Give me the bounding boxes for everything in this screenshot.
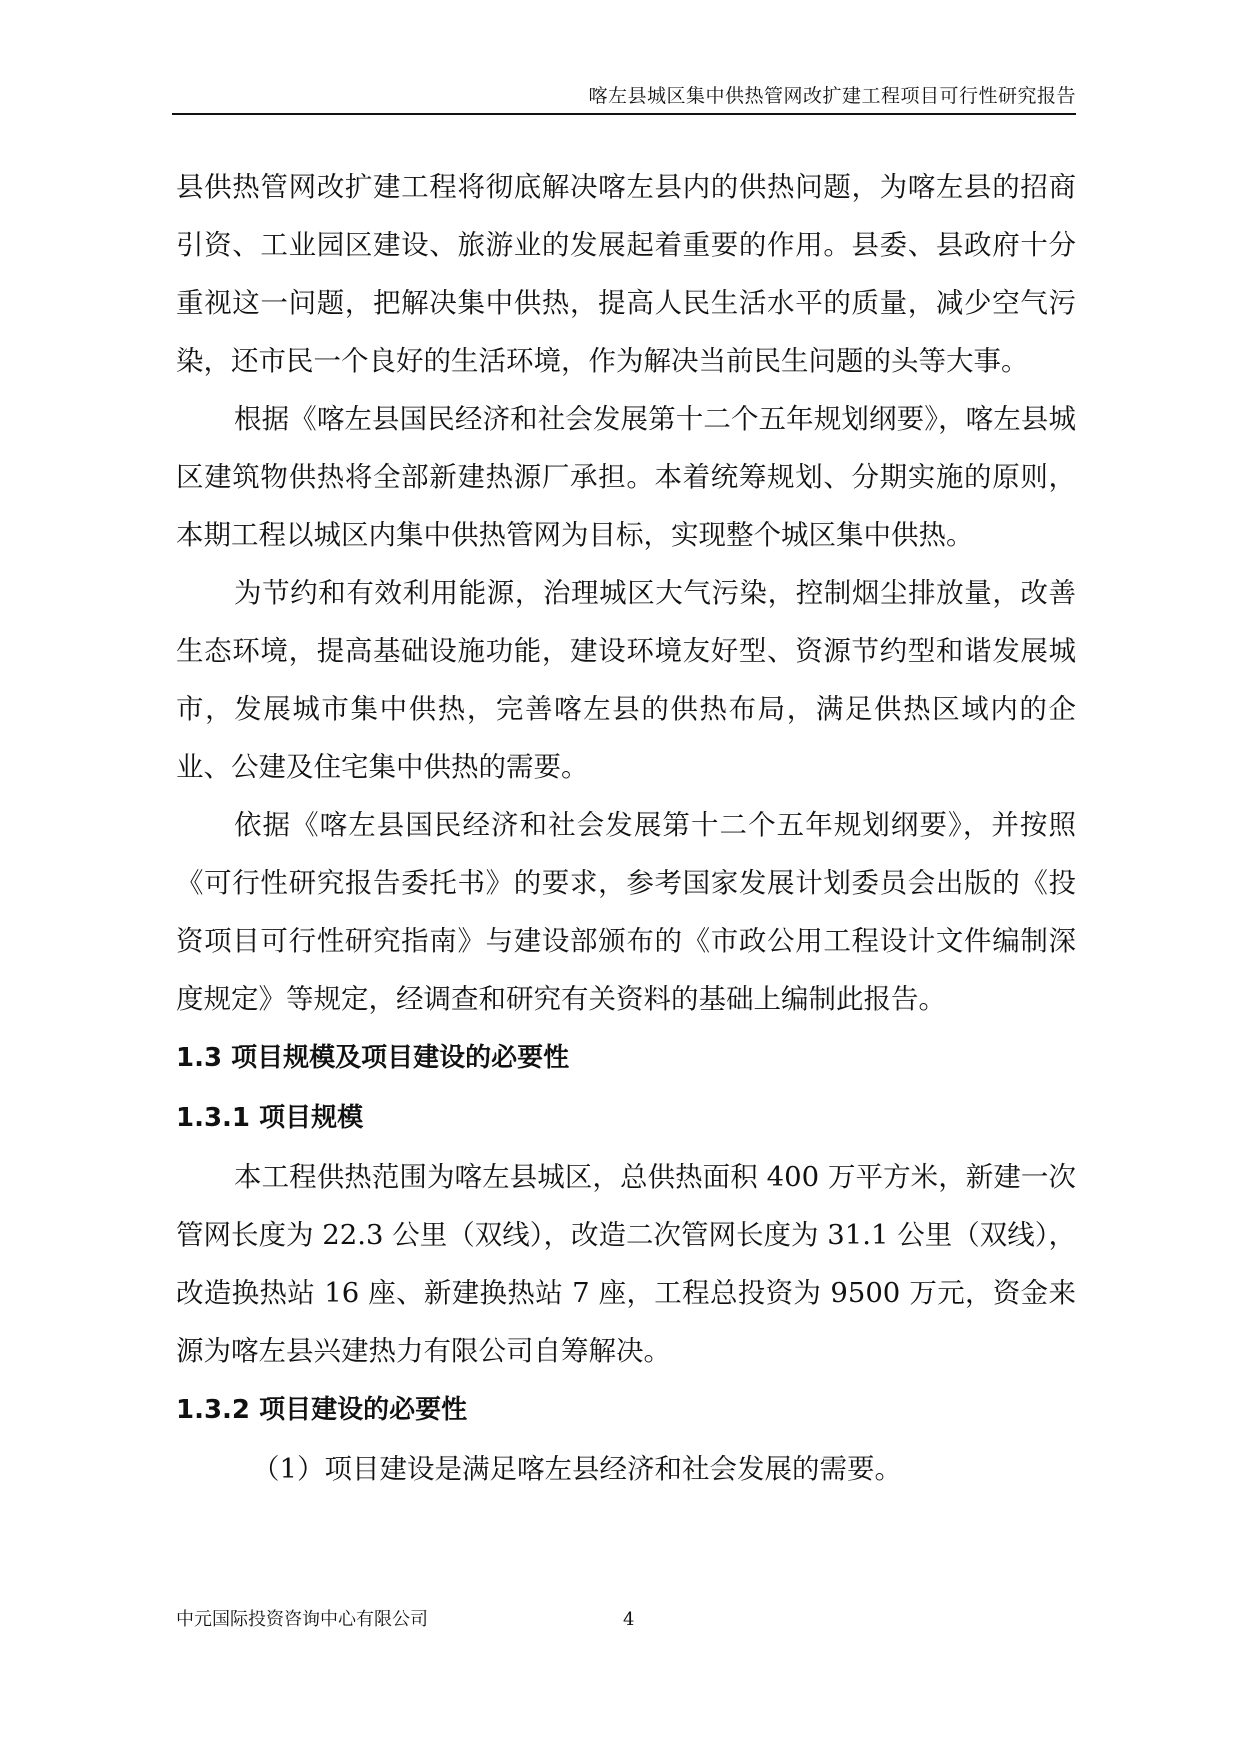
header-rule [172, 113, 1076, 115]
body-paragraph: 本工程供热范围为喀左县城区，总供热面积 400 万平方米，新建一次管网长度为 22.3 公里（双线），改造二次管网长度为 31.1 公里（双线），改造换热站 16 座、新建换热站 7 座，工程总投资为 9500 万元，资金来源为喀左县兴建热力有限公司自筹解决。 [176, 1161, 1076, 1367]
body-paragraph: 为节约和有效利用能源，治理城区大气污染，控制烟尘排放量，改善生态环境，提高基础设施功能，建设环境友好型、资源节约型和谐发展城市，发展城市集中供热，完善喀左县的供热布局，满足供热区域内的企业、公建及住宅集中供热的需要。 [176, 577, 1076, 783]
subsection-heading: 1.3.2 项目建设的必要性 [176, 1395, 468, 1425]
body-paragraph: 依据《喀左县国民经济和社会发展第十二个五年规划纲要》，并按照《可行性研究报告委托书》的要求，参考国家发展计划委员会出版的《投资项目可行性研究指南》与建设部颁布的《市政公用工程设计文件编制深度规定》等规定，经调查和研究有关资料的基础上编制此报告。 [176, 809, 1076, 1015]
list-item: （1）项目建设是满足喀左县经济和社会发展的需要。 [252, 1453, 902, 1485]
body-paragraph: 县供热管网改扩建工程将彻底解决喀左县内的供热问题，为喀左县的招商引资、工业园区建设、旅游业的发展起着重要的作用。县委、县政府十分重视这一问题，把解决集中供热，提高人民生活水平的质量，减少空气污染，还市民一个良好的生活环境，作为解决当前民生问题的头等大事。 [176, 171, 1076, 377]
body-paragraph: 根据《喀左县国民经济和社会发展第十二个五年规划纲要》，喀左县城区建筑物供热将全部新建热源厂承担。本着统筹规划、分期实施的原则，本期工程以城区内集中供热管网为目标，实现整个城区集中供热。 [176, 403, 1076, 551]
section-heading: 1.3 项目规模及项目建设的必要性 [176, 1043, 570, 1073]
document-body [176, 158, 1076, 1498]
subsection-heading: 1.3.1 项目规模 [176, 1103, 364, 1133]
footer-organization: 中元国际投资咨询中心有限公司 [176, 1609, 428, 1630]
running-header: 喀左县城区集中供热管网改扩建工程项目可行性研究报告 [588, 85, 1076, 107]
page-number: 4 [623, 1609, 635, 1630]
